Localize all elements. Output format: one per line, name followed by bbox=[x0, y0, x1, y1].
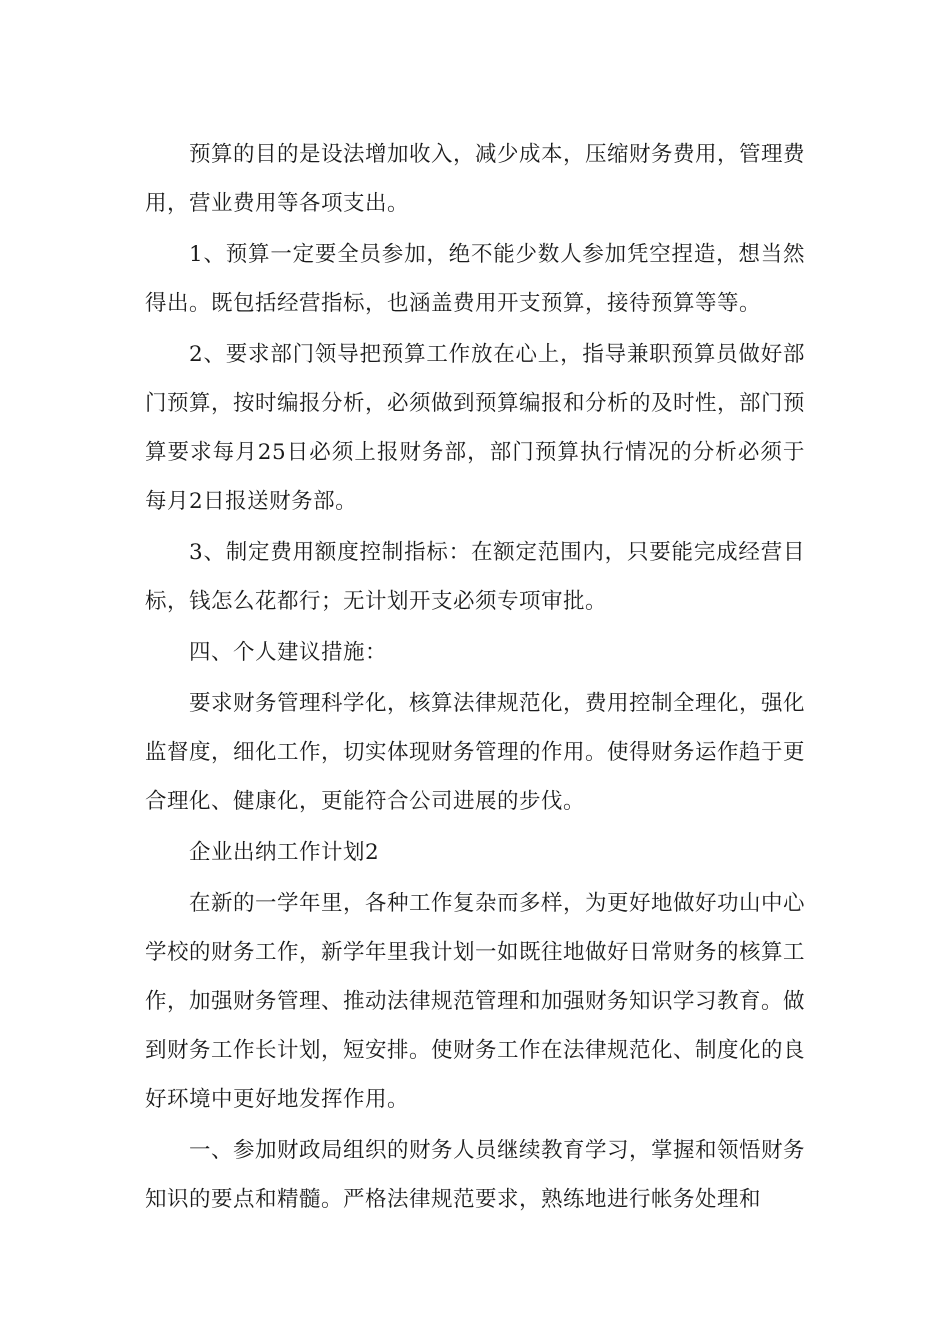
section-title-plan-2: 企业出纳工作计划2 bbox=[189, 840, 380, 865]
paragraph-item-1: 1、预算一定要全员参加，绝不能少数人参加凭空捏造，想当然得出。既包括经营指标，也涵盖费用开支预算，接待预算等等。 bbox=[145, 242, 805, 316]
section-heading-suggestions: 四、个人建议措施： bbox=[189, 640, 388, 665]
paragraph-new-year-plan: 在新的一学年里，各种工作复杂而多样，为更好地做好功山中心学校的财务工作，新学年里我计划一如既往地做好日常财务的核算工作，加强财务管理、推动法律规范管理和加强财务知识学习教育。做到财务工作长计划，短安排。使财务工作在法律规范化、制度化的良好环境中更好地发挥作用。 bbox=[145, 891, 806, 1112]
paragraph-item-3: 3、制定费用额度控制指标：在额定范围内，只要能完成经营目标，钱怎么花都行；无计划开支必须专项审批。 bbox=[145, 540, 805, 614]
paragraph-training: 一、参加财政局组织的财务人员继续教育学习，掌握和领悟财务知识的要点和精髓。严格法律规范要求，熟练地进行帐务处理和 bbox=[145, 1138, 806, 1212]
paragraph-item-2: 2、要求部门领导把预算工作放在心上，指导兼职预算员做好部门预算，按时编报分析，必须做到预算编报和分析的及时性，部门预算要求每月25日必须上报财务部，部门预算执行情况的分析必须于每月2日报送财务部。 bbox=[145, 342, 806, 514]
paragraph-suggestions: 要求财务管理科学化，核算法律规范化，费用控制全理化，强化监督度，细化工作，切实体现财务管理的作用。使得财务运作趋于更合理化、健康化，更能符合公司进展的步伐。 bbox=[145, 691, 806, 814]
document-page bbox=[145, 130, 805, 1226]
paragraph-budget-purpose: 预算的目的是设法增加收入，减少成本，压缩财务费用，管理费用，营业费用等各项支出。 bbox=[145, 142, 806, 216]
